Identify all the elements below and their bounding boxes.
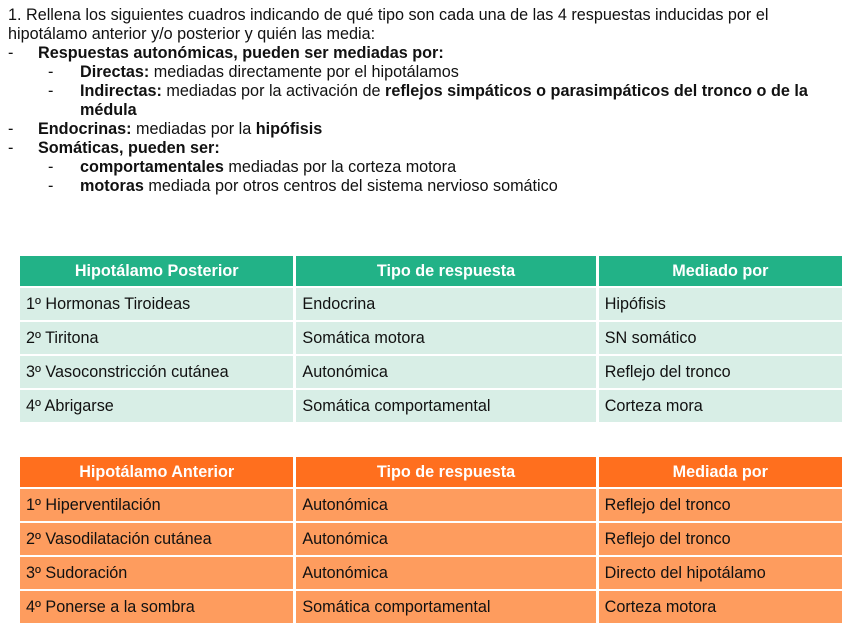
column-header: Mediada por: [596, 457, 842, 487]
list-item-directas: - Directas: mediadas directamente por el hipotálamos: [48, 63, 459, 81]
table-hipotalamo-posterior: [20, 254, 842, 424]
table-cell: Corteza mora: [596, 390, 842, 422]
table-row: [20, 489, 842, 521]
table-cell: Autonómica: [293, 523, 595, 555]
table-cell: Somática motora: [293, 322, 595, 354]
table-row: [20, 390, 842, 422]
table-row: [20, 523, 842, 555]
table-cell: 3º Sudoración: [20, 557, 293, 589]
list-item-indirectas: - Indirectas: mediadas por la activación de reflejos simpáticos o parasimpáticos del tronco o de la médula: [48, 82, 808, 119]
column-header: Hipotálamo Posterior: [20, 256, 293, 286]
column-header: Tipo de respuesta: [293, 256, 595, 286]
table-cell: 4º Abrigarse: [20, 390, 293, 422]
list-item-motoras: - motoras mediada por otros centros del sistema nervioso somático: [48, 177, 558, 195]
table-cell: Hipófisis: [596, 288, 842, 320]
table-cell: 1º Hiperventilación: [20, 489, 293, 521]
table-row: [20, 322, 842, 354]
table-cell: Directo del hipotálamo: [596, 557, 842, 589]
table-cell: Autonómica: [293, 489, 595, 521]
table-cell: Somática comportamental: [293, 591, 595, 623]
column-header: Tipo de respuesta: [293, 457, 595, 487]
table-cell: Autonómica: [293, 356, 595, 388]
table-cell: Corteza motora: [596, 591, 842, 623]
table-cell: Autonómica: [293, 557, 595, 589]
table-cell: Endocrina: [293, 288, 595, 320]
list-item-somaticas: - Somáticas, pueden ser:: [8, 139, 220, 157]
table-cell: 3º Vasoconstricción cutánea: [20, 356, 293, 388]
list-item-autonomicas: - Respuestas autonómicas, pueden ser mediadas por:: [8, 44, 444, 62]
table-cell: 2º Vasodilatación cutánea: [20, 523, 293, 555]
table-cell: SN somático: [596, 322, 842, 354]
question-text: 1. Rellena los siguientes cuadros indicando de qué tipo son cada una de las 4 respuestas inducidas por el hipotálamo anterior y/o posterior y quién las media:: [8, 6, 769, 43]
instructions: [8, 6, 840, 196]
table-cell: 1º Hormonas Tiroideas: [20, 288, 293, 320]
table-cell: Reflejo del tronco: [596, 356, 842, 388]
column-header: Hipotálamo Anterior: [20, 457, 293, 487]
table-header-row: [20, 457, 842, 487]
table-row: [20, 288, 842, 320]
table-cell: Somática comportamental: [293, 390, 595, 422]
table-row: [20, 591, 842, 623]
table-header-row: [20, 256, 842, 286]
table-cell: Reflejo del tronco: [596, 523, 842, 555]
table-row: [20, 557, 842, 589]
table-cell: 4º Ponerse a la sombra: [20, 591, 293, 623]
table-cell: 2º Tiritona: [20, 322, 293, 354]
table-cell: Reflejo del tronco: [596, 489, 842, 521]
table-row: [20, 356, 842, 388]
list-item-endocrinas: - Endocrinas: mediadas por la hipófisis: [8, 120, 323, 138]
column-header: Mediado por: [596, 256, 842, 286]
list-item-comportamentales: - comportamentales mediadas por la corteza motora: [48, 158, 457, 176]
table-hipotalamo-anterior: [20, 455, 842, 625]
